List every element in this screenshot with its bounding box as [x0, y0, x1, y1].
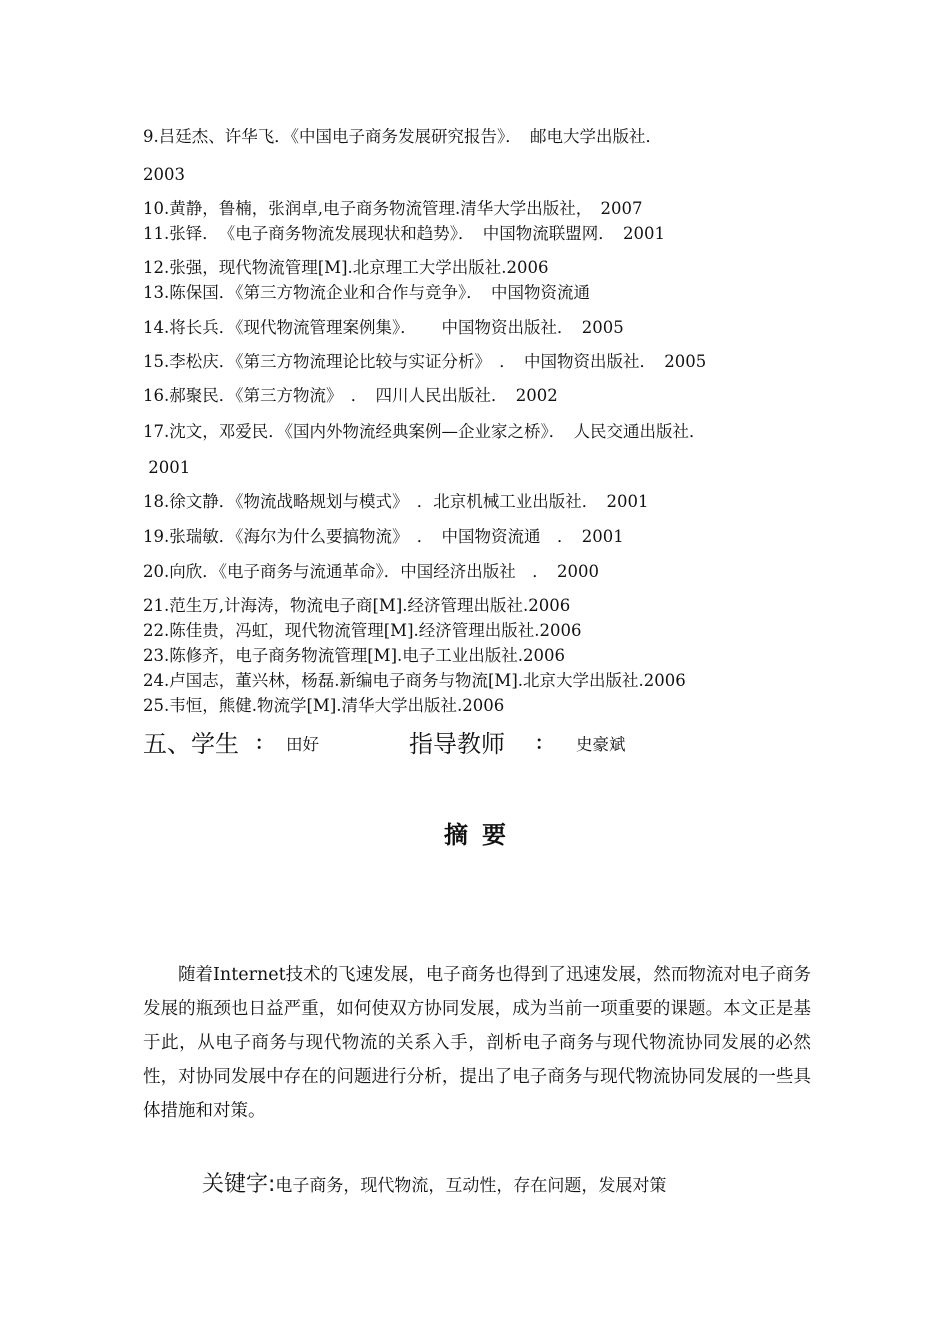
- reference-item-17-year: 2001: [143, 458, 191, 477]
- keywords-line: [202, 1168, 842, 1203]
- reference-item-10: 10.黄静，鲁楠，张润卓,电子商务物流管理.清华大学出版社， 2007: [143, 199, 643, 218]
- reference-item-16: 16.郝聚民．《第三方物流》 ． 四川人民出版社． 2002: [143, 386, 558, 405]
- reference-item-18: 18.徐文静．《物流战略规划与模式》 ．北京机械工业出版社． 2001: [143, 492, 649, 511]
- reference-item-12: 12.张强，现代物流管理[M].北京理工大学出版社.2006: [143, 258, 549, 277]
- reference-item-22: 22.陈佳贵，冯虹，现代物流管理[M].经济管理出版社.2006: [143, 621, 582, 640]
- student-colon: ：: [255, 733, 273, 754]
- reference-item-11: 11.张铎． 《电子商务物流发展现状和趋势》． 中国物流联盟网． 2001: [143, 224, 665, 243]
- keywords-value: 电子商务，现代物流，互动性，存在问题，发展对策: [275, 1176, 667, 1196]
- student-label: 五、学生: [143, 730, 239, 758]
- keywords-label: 关键字:: [202, 1172, 276, 1197]
- advisor-label: 指导教师: [409, 730, 505, 758]
- signature-line: [143, 728, 843, 760]
- reference-item-23: 23.陈修齐，电子商务物流管理[M].电子工业出版社.2006: [143, 646, 565, 665]
- abstract-title: 摘要: [444, 821, 520, 849]
- reference-item-21: 21.范生万,计海涛，物流电子商[M].经济管理出版社.2006: [143, 596, 571, 615]
- reference-item-9: 9.吕廷杰、许华飞．《中国电子商务发展研究报告》． 邮电大学出版社．: [143, 127, 662, 146]
- advisor-name: 史豪斌: [576, 735, 626, 754]
- reference-item-20: 20.向欣．《电子商务与流通革命》．中国经济出版社 ． 2000: [143, 562, 599, 581]
- advisor-colon: ：: [535, 733, 553, 754]
- reference-item-25: 25.韦恒，熊健.物流学[M].清华大学出版社.2006: [143, 696, 505, 715]
- reference-item-19: 19.张瑞敏．《海尔为什么要搞物流》 ． 中国物资流通 ． 2001: [143, 527, 624, 546]
- reference-item-9-year: 2003: [143, 165, 185, 184]
- reference-item-24: 24.卢国志，董兴林，杨磊.新编电子商务与物流[M].北京大学出版社.2006: [143, 671, 686, 690]
- reference-item-14: 14.将长兵．《现代物流管理案例集》． 中国物资出版社． 2005: [143, 318, 624, 337]
- reference-item-17: 17.沈文，邓爱民．《国内外物流经典案例—企业家之桥》． 人民交通出版社．: [143, 422, 706, 441]
- reference-item-15: 15.李松庆．《第三方物流理论比较与实证分析》 ． 中国物资出版社． 2005: [143, 352, 707, 371]
- abstract-body: 随着Internet技术的飞速发展，电子商务也得到了迅速发展，然而物流对电子商务发展的瓶颈也日益严重，如何使双方协同发展，成为当前一项重要的课题。本文正是基于此，从电子商务与现代物流的关系入手，剖析电子商务与现代物流协同发展的必然性，对协同发展中存在的问题进行分析，提出了电子商务与现代物流协同发展的一些具体措施和对策。: [143, 965, 811, 1121]
- student-name: 田好: [286, 735, 319, 754]
- reference-item-13: 13.陈保国．《第三方物流企业和合作与竞争》． 中国物资流通: [143, 283, 590, 302]
